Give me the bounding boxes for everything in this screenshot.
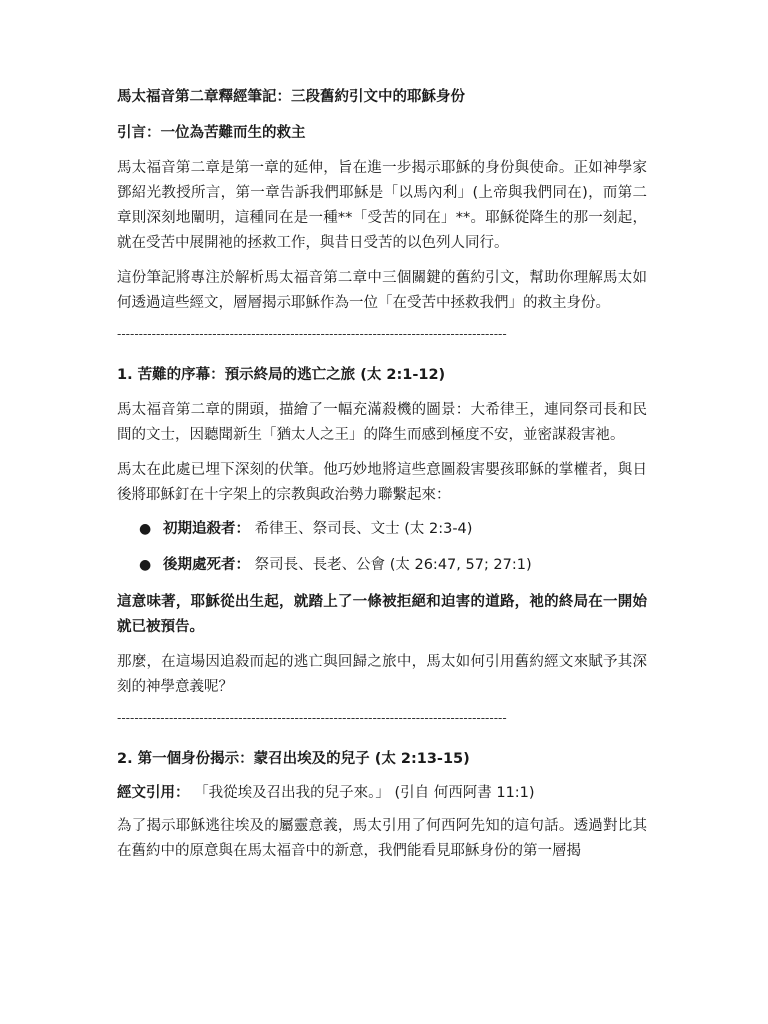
bullet-icon: ● xyxy=(139,557,152,573)
section-1-paragraph-1: 馬太福音第二章的開頭，描繪了一幅充滿殺機的圖景：大希律王，連同祭司長和民間的文士，因聽聞新生「猶太人之王」的降生而感到極度不安，並密謀殺害祂。 xyxy=(117,402,647,443)
list-item-label: 後期處死者： xyxy=(163,557,250,573)
quote-text: 「我從埃及召出我的兒子來。」 (引自 何西阿書 11:1) xyxy=(189,785,535,801)
section-divider: ------------------------------------------------------------------------------------------ xyxy=(117,327,507,341)
list-item-label: 初期追殺者： xyxy=(163,521,250,537)
document-title: 馬太福音第二章釋經筆記：三段舊約引文中的耶穌身份 xyxy=(117,89,465,105)
section-divider: ------------------------------------------------------------------------------------------ xyxy=(117,711,507,725)
list-item-text: 希律王、祭司長、文士 (太 2:3-4) xyxy=(250,521,473,537)
section-1-paragraph-2: 馬太在此處已埋下深刻的伏筆。他巧妙地將這些意圖殺害嬰孩耶穌的掌權者，與日後將耶穌釘在十字架上的宗教與政治勢力聯繫起來： xyxy=(117,462,647,503)
section-1-paragraph-3: 那麼，在這場因追殺而起的逃亡與回歸之旅中，馬太如何引用舊約經文來賦予其深刻的神學意義呢？ xyxy=(117,654,647,695)
bullet-icon: ● xyxy=(139,521,152,537)
section-2-heading: 2. 第一個身份揭示：蒙召出埃及的兒子 (太 2:13-15) xyxy=(117,751,470,767)
intro-heading: 引言：一位為苦難而生的救主 xyxy=(117,125,306,141)
document-page xyxy=(117,86,647,874)
scripture-quote xyxy=(117,782,647,804)
list-item-text: 祭司長、長老、公會 (太 26:47, 57; 27:1) xyxy=(250,557,532,573)
section-2-paragraph-1: 為了揭示耶穌逃往埃及的屬靈意義，馬太引用了何西阿先知的這句話。透過對比其在舊約中的原意與在馬太福音中的新意，我們能看見耶穌身份的第一層揭 xyxy=(117,818,647,859)
list-item xyxy=(117,518,647,540)
quote-label: 經文引用： xyxy=(117,785,190,801)
intro-paragraph-1: 馬太福音第二章是第一章的延伸，旨在進一步揭示耶穌的身份與使命。正如神學家鄧紹光教授所言，第一章告訴我們耶穌是「以馬內利」(上帝與我們同在)，而第二章則深刻地闡明，這種同在是一種**「受苦的同在」**。耶穌從降生的那一刻起，就在受苦中展開祂的拯救工作，與昔日受苦的以色列人同行。 xyxy=(117,160,647,251)
intro-paragraph-2: 這份筆記將專注於解析馬太福音第二章中三個關鍵的舊約引文，幫助你理解馬太如何透過這些經文，層層揭示耶穌作為一位「在受苦中拯救我們」的救主身份。 xyxy=(117,270,647,311)
section-1-heading: 1. 苦難的序幕：預示終局的逃亡之旅 (太 2:1-12) xyxy=(117,367,446,383)
list-item xyxy=(117,554,647,576)
persecutor-list xyxy=(117,518,647,576)
section-1-emphasis: 這意味著，耶穌從出生起，就踏上了一條被拒絕和迫害的道路，祂的終局在一開始就已被預告。 xyxy=(117,594,647,635)
